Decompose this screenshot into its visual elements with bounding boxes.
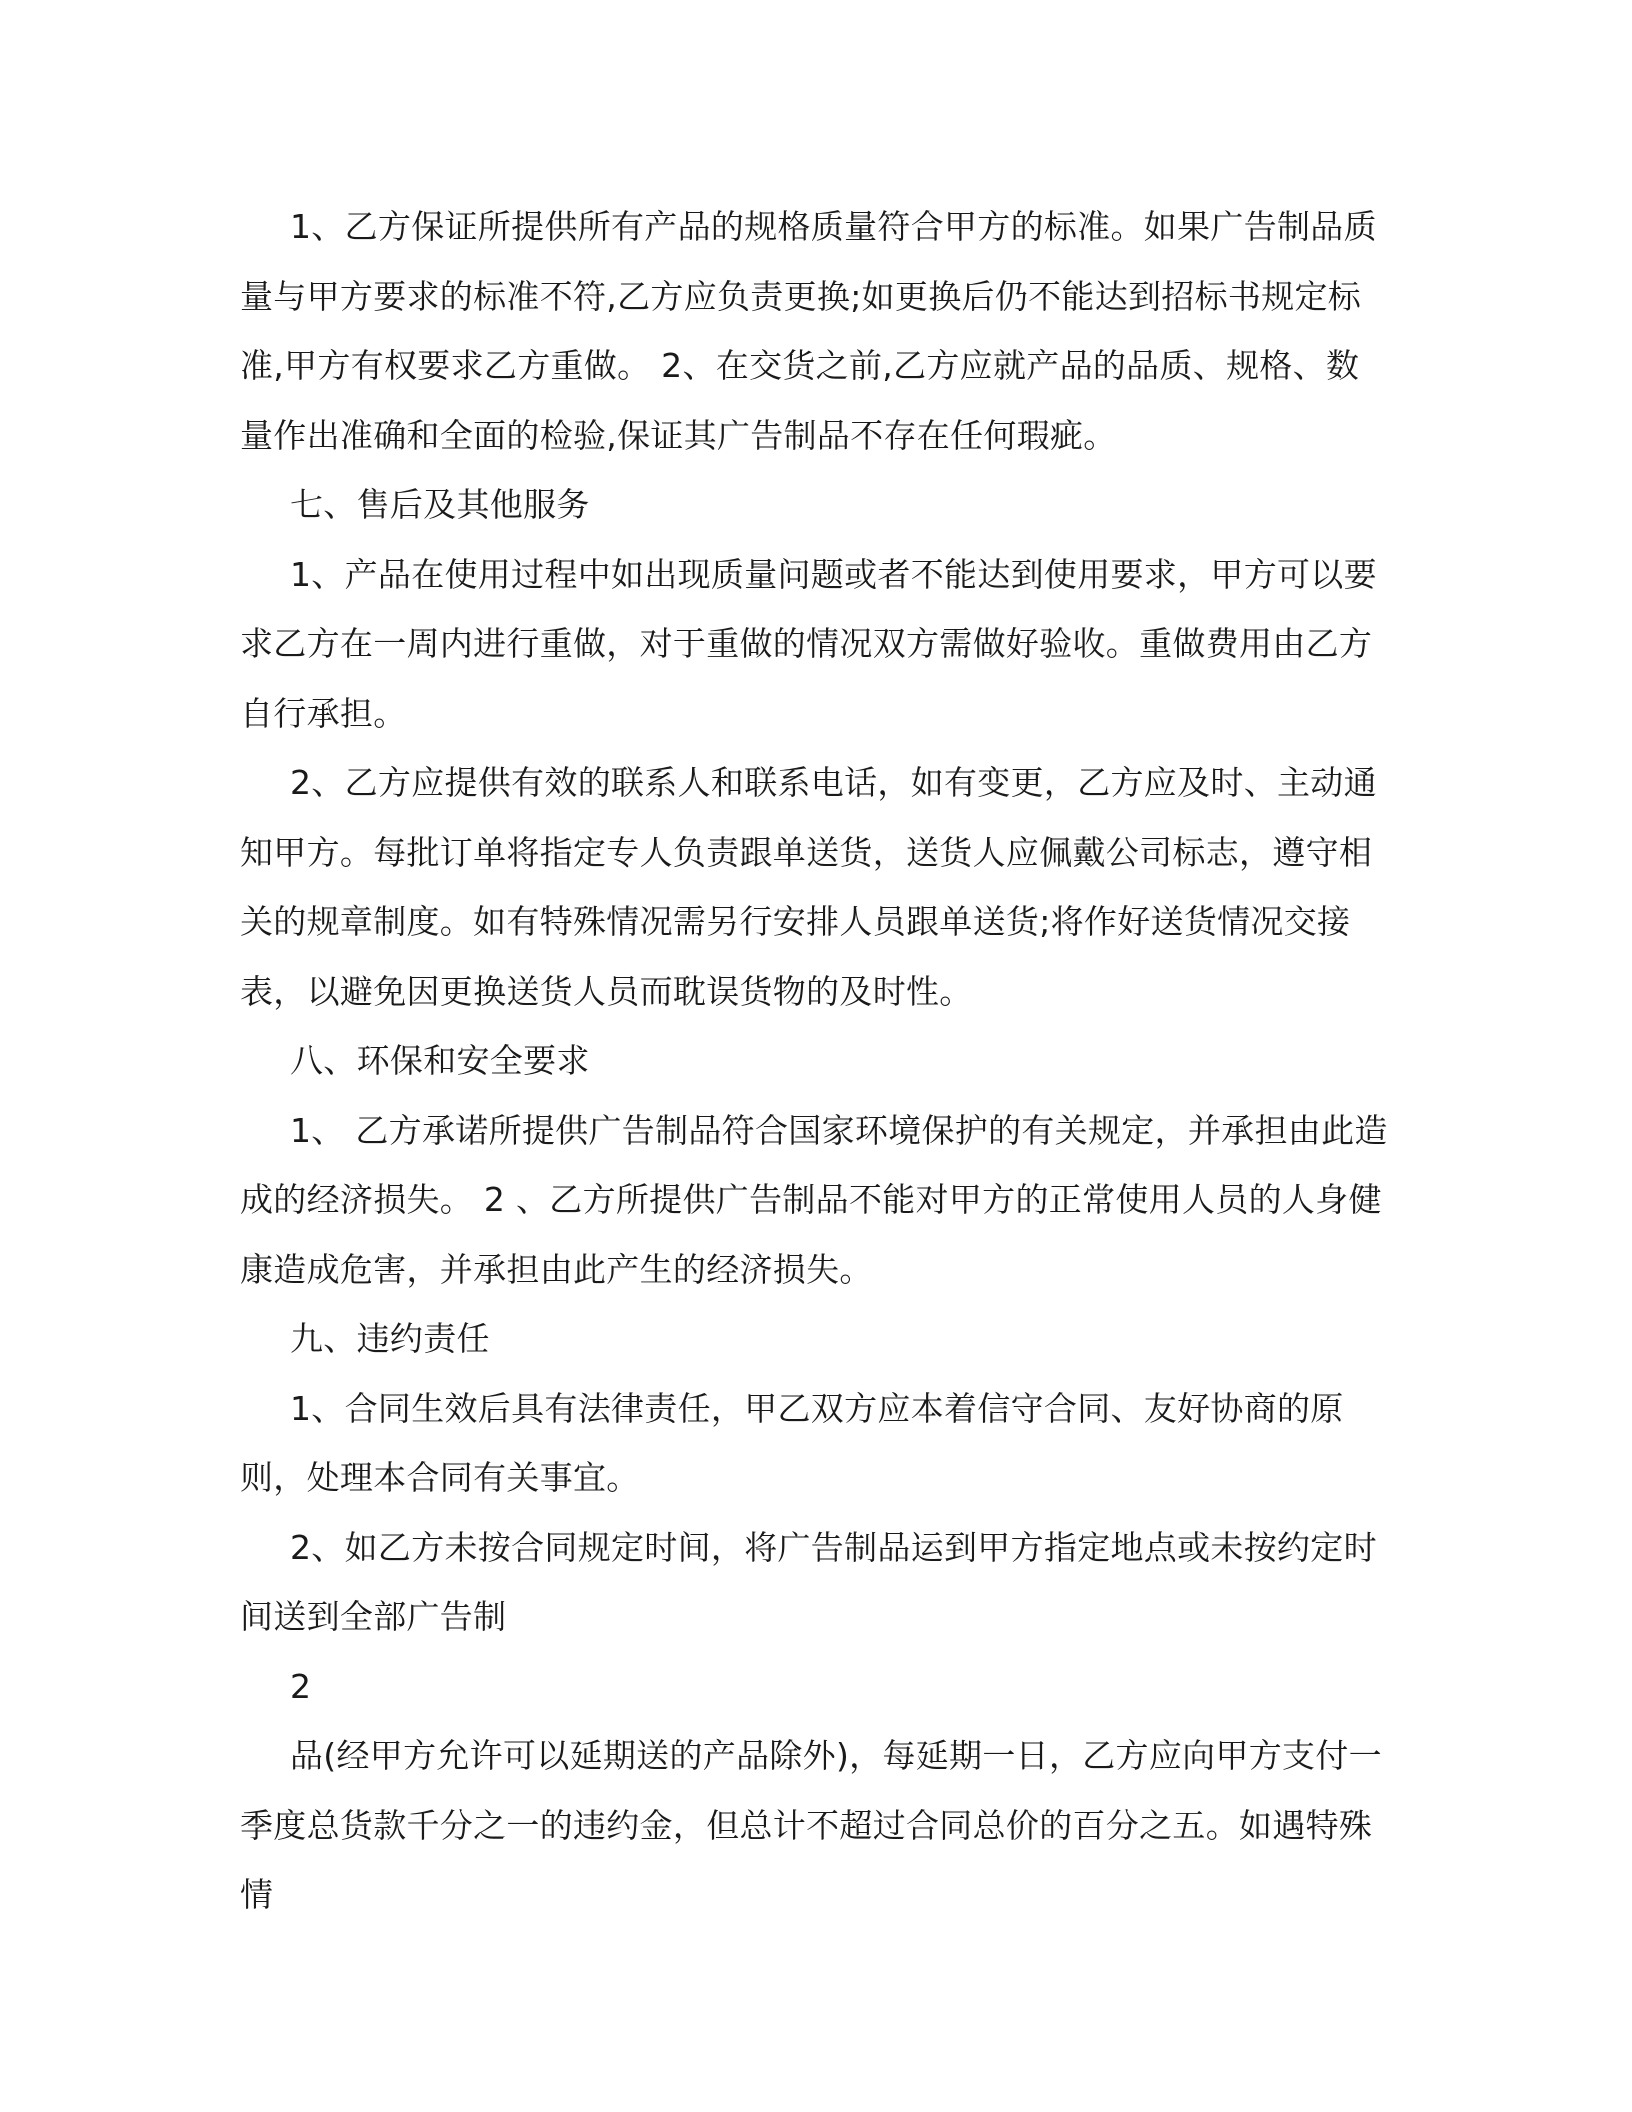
clause-penalty-paragraph: 品(经甲方允许可以延期送的产品除外)，每延期一日，乙方应向甲方支付一季度总货款千分之一的违约金，但总计不超过合同总价的百分之五。如遇特殊情 — [240, 1736, 1382, 1914]
section-heading-liability: 九、违约责任 — [290, 1319, 490, 1358]
clause-legal-liability-paragraph: 1、合同生效后具有法律责任，甲乙双方应本着信守合同、友好协商的原则，处理本合同有关事宜。 — [240, 1388, 1344, 1497]
document-body — [240, 192, 1390, 1930]
clause-rework-paragraph: 1、产品在使用过程中如出现质量问题或者不能达到使用要求，甲方可以要求乙方在一周内进行重做，对于重做的情况双方需做好验收。重做费用由乙方自行承担。 — [240, 554, 1377, 733]
clause-delay-paragraph: 2、如乙方未按合同规定时间，将广告制品运到甲方指定地点或未按约定时间送到全部广告制 — [240, 1527, 1377, 1636]
clause-environment-paragraph: 1、 乙方承诺所提供广告制品符合国家环境保护的有关规定，并承担由此造成的经济损失。 2 、乙方所提供广告制品不能对甲方的正常使用人员的人身健康造成危害，并承担由此产生的经济损失。 — [240, 1110, 1388, 1289]
clause-quality-paragraph: 1、乙方保证所提供所有产品的规格质量符合甲方的标准。如果广告制品质量与甲方要求的标准不符,乙方应负责更换;如更换后仍不能达到招标书规定标准,甲方有权要求乙方重做。 2、在交货之前,乙方应就产品的品质、规格、数量作出准确和全面的检验,保证其广告制品不存在任何瑕疵。 — [240, 207, 1377, 455]
clause-contact-paragraph: 2、乙方应提供有效的联系人和联系电话，如有变更，乙方应及时、主动通知甲方。每批订单将指定专人负责跟单送货，送货人应佩戴公司标志，遵守相关的规章制度。如有特殊情况需另行安排人员跟单送货;将作好送货情况交接表，以避免因更换送货人员而耽误货物的及时性。 — [240, 763, 1377, 1011]
section-heading-environment: 八、环保和安全要求 — [290, 1041, 590, 1080]
page-number: 2 — [290, 1666, 312, 1706]
section-heading-after-sales: 七、售后及其他服务 — [290, 485, 590, 524]
